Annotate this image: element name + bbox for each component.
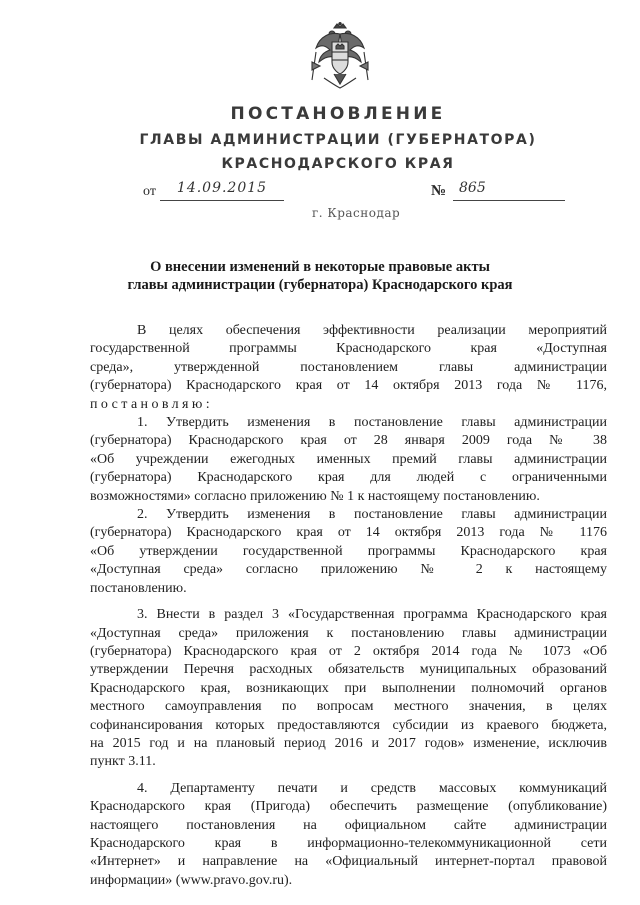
text-line: «Интернет» и направление на «Официальный интернет-портал правовой [90,854,607,870]
text-line: постановлению. [90,580,187,596]
text-line: на 2015 год и на плановый период 2016 и 2017 годов» изменение, исключив [90,735,607,751]
text-line: Краснодарского края, возникающих при выполнении полномочий органов [90,680,607,696]
document-date: 14.09.2015 [160,180,284,201]
preamble-paragraph [90,322,607,414]
text-line: утверждении Перечня расходных обязательств муниципальных образований [90,662,607,678]
text-line: государственной программы Краснодарского края «Доступная [90,341,607,357]
city-label: г. Краснодар [312,206,401,220]
document-type-heading: ПОСТАНОВЛЕНИЕ [230,104,446,124]
text-line: 3. Внести в раздел 3 «Государственная программа Краснодарского края [137,607,607,623]
text-line: 4. Департаменту печати и средств массовых коммуникаций [137,780,607,796]
issuer-heading: ГЛАВЫ АДМИНИСТРАЦИИ (ГУБЕРНАТОРА) [139,132,537,148]
text-line: «Доступная среда» согласно приложению № 2 к настоящему [90,562,607,578]
coat-of-arms-emblem [310,22,370,90]
text-line: (губернатора) Краснодарского края от 14 октября 2013 года № 1176 [90,525,607,541]
text-line: 2. Утвердить изменения в постановление главы администрации [137,507,607,523]
text-line: «Об утверждении государственной программы Краснодарского края [90,543,607,559]
document-body [90,322,607,890]
text-line: возможностями» согласно приложению № 1 к настоящему постановлению. [90,488,540,504]
title-line: главы администрации (губернатора) Краснодарского края [127,277,513,293]
text-line: «Доступная среда» приложения к постановлению главы администрации [90,625,607,641]
text-line: 1. Утвердить изменения в постановление главы администрации [137,415,607,431]
item-2-paragraph [90,506,607,598]
text-line: (губернатора) Краснодарского края от 2 октября 2014 года № 1073 «Об [90,643,607,659]
text-line: среда», утвержденной постановлением главы администрации [90,359,607,375]
text-line: Краснодарского края (Пригода) обеспечить размещение (опубликование) [90,799,607,815]
date-number-row [0,180,640,204]
region-heading: КРАСНОДАРСКОГО КРАЯ [221,156,455,172]
text-line: информации» (www.pravo.gov.ru). [90,872,293,888]
text-line: местного самоуправления по вопросам местного значения, в целях [90,699,607,715]
text-line: Краснодарского края в информационно-телекоммуникационной сети [90,835,607,851]
text-line: настоящего постановления на официальном сайте администрации [90,817,607,833]
item-4-paragraph [90,780,607,890]
date-prefix: от [143,184,156,199]
text-line: (губернатора) Краснодарского края от 28 января 2009 года № 38 [90,433,607,449]
item-3-paragraph [90,606,607,772]
document-title [60,258,580,294]
text-line: «Об учреждении ежегодных именных премий главы администрации [90,451,607,467]
text-line: софинансирования которых предоставляются субсидии из краевого бюджета, [90,717,607,733]
title-line: О внесении изменений в некоторые правовые акты [150,259,490,275]
text-line: пункт 3.11. [90,754,156,770]
decree-word: постановляю: [90,396,214,412]
text-line: (губернатора) Краснодарского края от 14 октября 2013 года № 1176, [90,378,607,394]
text-line: В целях обеспечения эффективности реализации мероприятий [137,323,607,338]
text-line: (губернатора) Краснодарского края для людей с ограниченными [90,470,607,486]
document-number: 865 [453,180,565,201]
item-1-paragraph [90,414,607,506]
number-label: № [431,183,447,199]
